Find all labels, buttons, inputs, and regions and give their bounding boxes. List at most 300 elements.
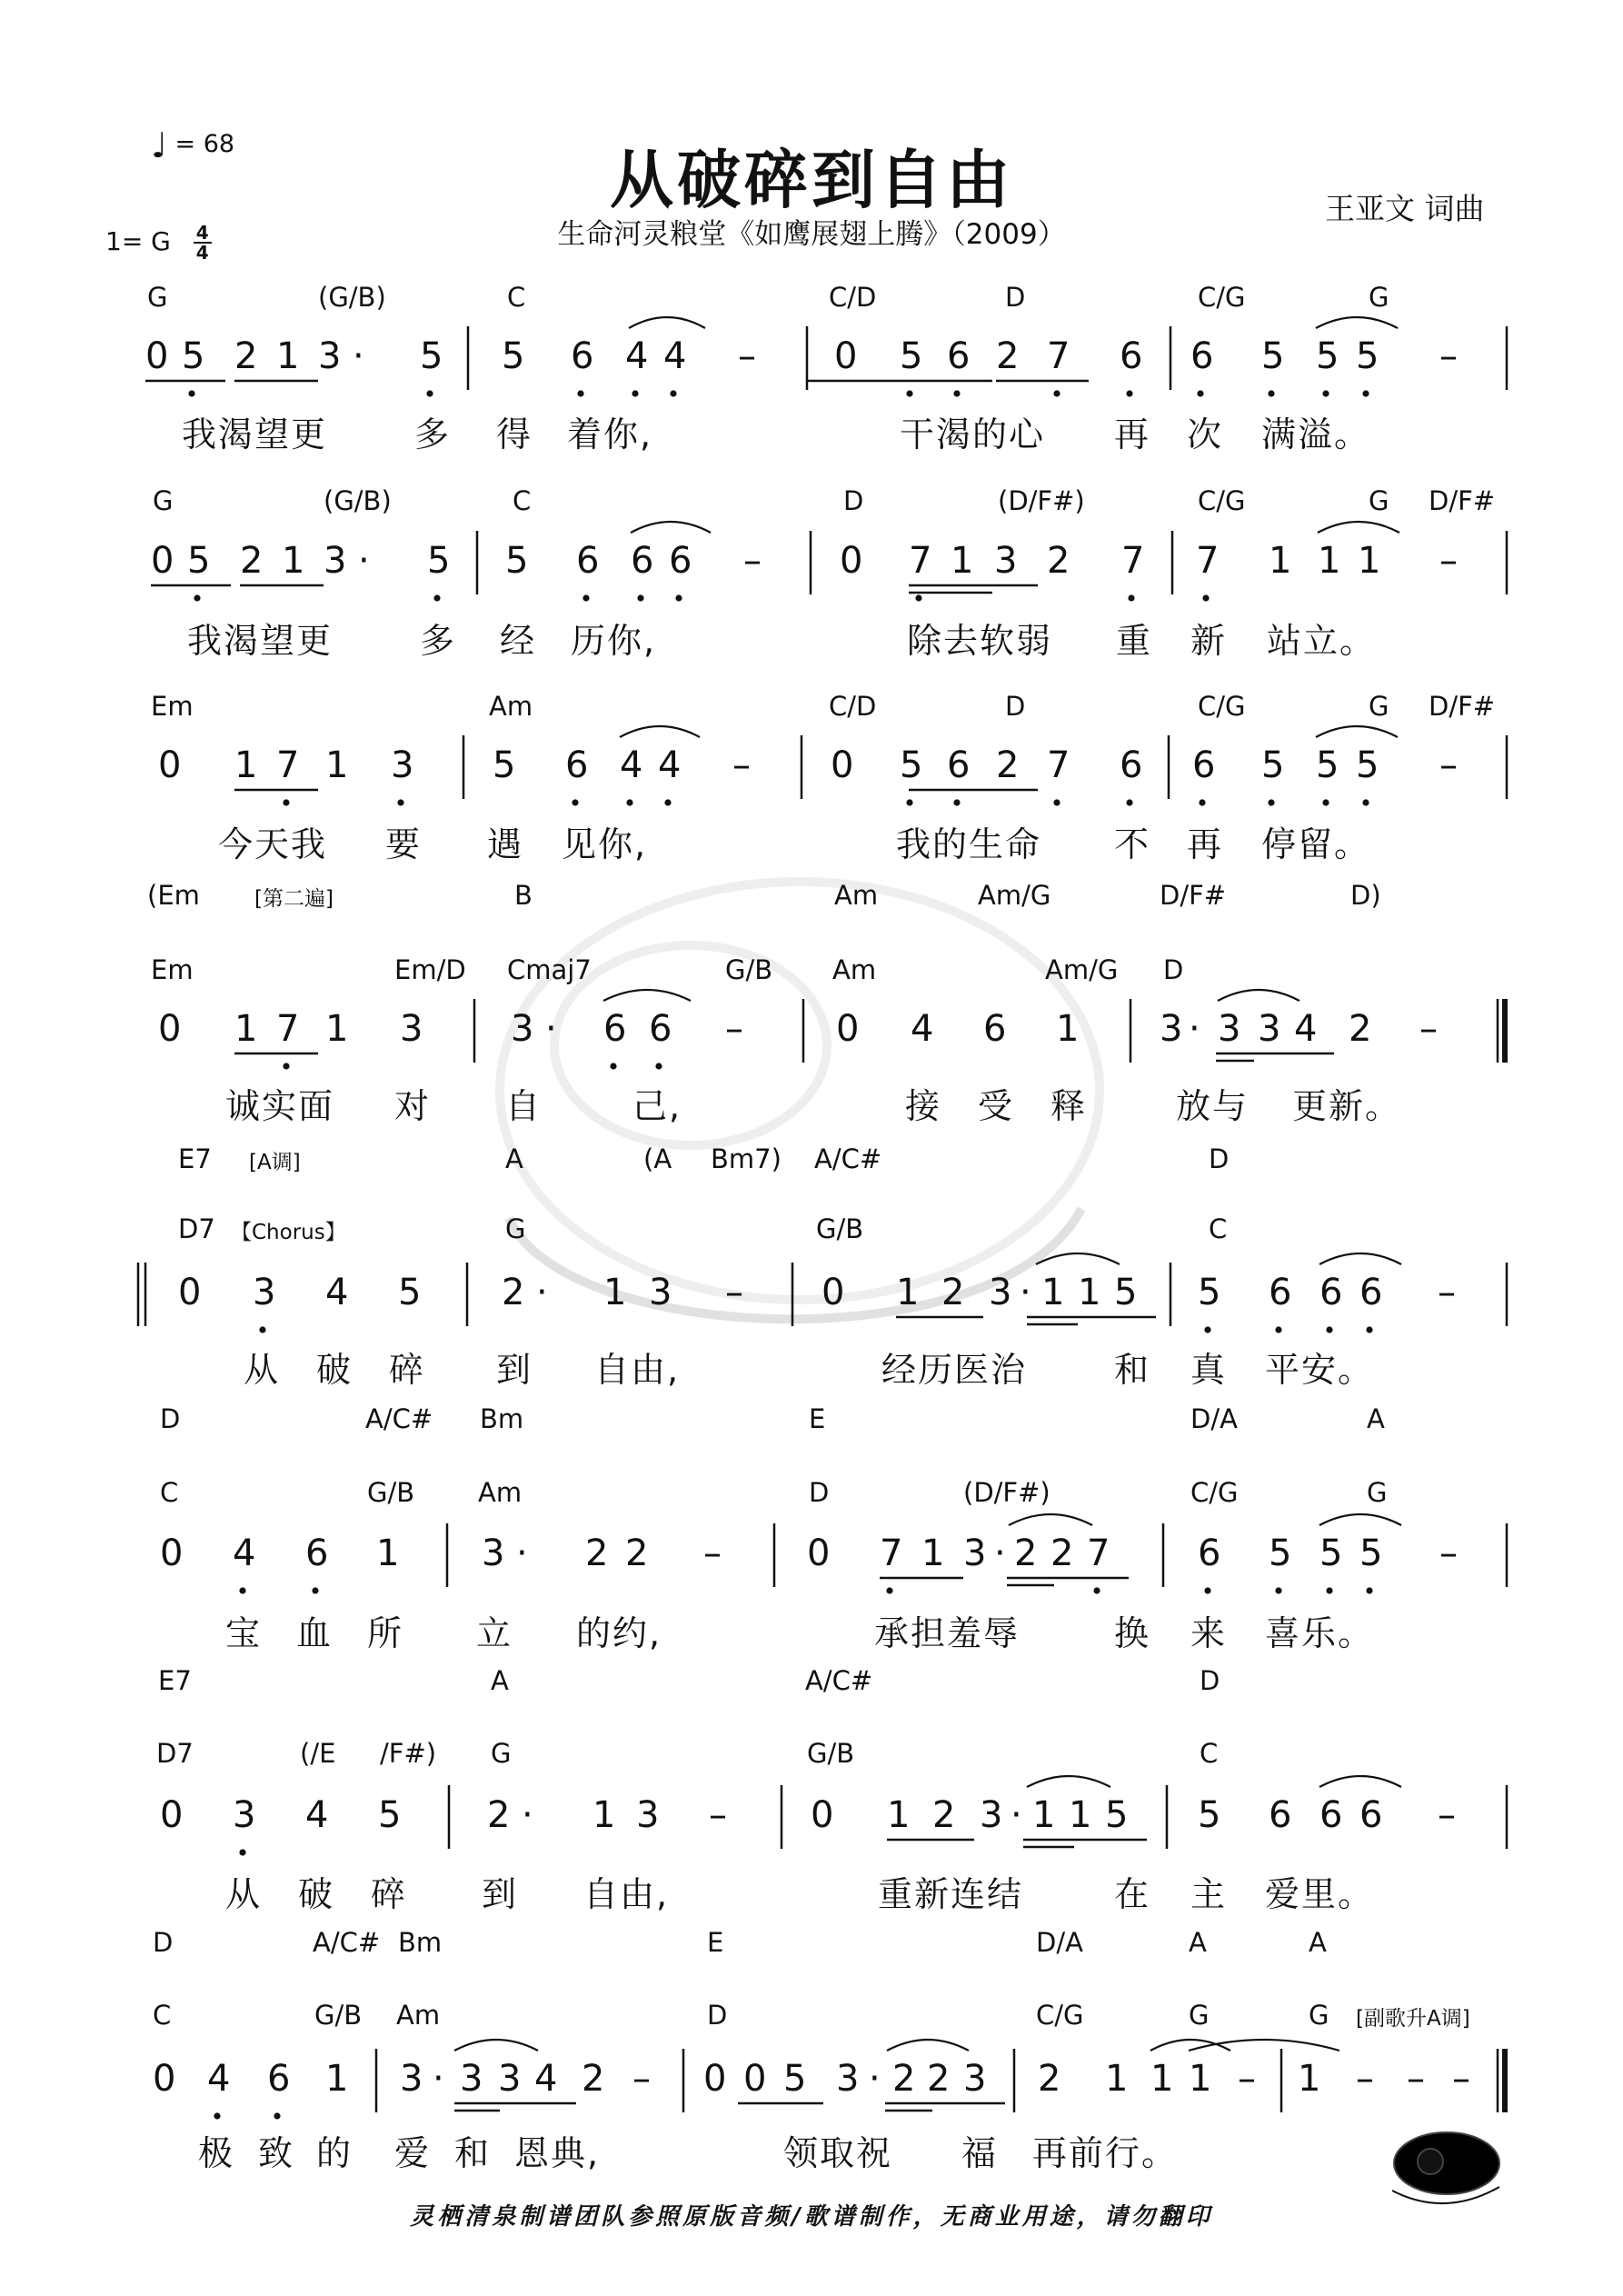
jianpu-note: 0 <box>158 1008 182 1050</box>
lyric-text: 再前行。 <box>1032 2133 1179 2173</box>
chord-symbol: Am/G <box>978 880 1051 911</box>
chord-symbol: D/F# <box>1160 880 1227 911</box>
lyric-text: 自由, <box>594 1350 681 1390</box>
low-octave-dot <box>582 594 589 601</box>
chord-symbol: G <box>147 282 168 313</box>
chord-symbol: G/B <box>725 954 773 985</box>
lyric-text: 血 <box>296 1613 334 1653</box>
lyric-text: 爱里。 <box>1265 1874 1375 1914</box>
jianpu-note: 6 <box>576 540 600 582</box>
lyric-text: 诚实面 <box>225 1086 335 1126</box>
jianpu-note: 6 <box>947 744 971 786</box>
jianpu-note: 1 <box>921 1532 945 1574</box>
jianpu-note: 7 <box>1047 335 1070 377</box>
jianpu-note: 2 <box>941 1272 965 1313</box>
jianpu-note: 2 <box>487 1794 511 1836</box>
jianpu-note: 3 <box>511 1008 534 1050</box>
chord-symbol: A/C# <box>805 1665 873 1696</box>
lyric-text: 破 <box>316 1350 353 1390</box>
chord-symbol: Am/G <box>1045 954 1119 985</box>
chord-symbol: G <box>1369 691 1389 722</box>
jianpu-note: 2 <box>1047 540 1070 582</box>
jianpu-note: 1 <box>325 2058 349 2100</box>
lyric-text: 恩典, <box>514 2133 601 2173</box>
low-octave-dot <box>953 799 960 805</box>
chord-symbol: C <box>513 485 532 516</box>
jianpu-note: 5 <box>1198 1794 1221 1836</box>
jianpu-note: 0 <box>151 540 174 582</box>
jianpu-note: 1 <box>1105 2058 1129 2100</box>
lyric-text: 释 <box>1050 1086 1088 1126</box>
jianpu-note: 1 <box>325 744 349 786</box>
jianpu-note: 1 <box>325 1008 349 1050</box>
jianpu-note: 6 <box>1269 1272 1292 1313</box>
lyric-text: 更新。 <box>1292 1086 1402 1126</box>
chord-symbol: (D/F#) <box>963 1477 1050 1508</box>
jianpu-note: · <box>353 335 364 377</box>
jianpu-note: 1 <box>896 1272 920 1313</box>
low-octave-dot <box>1366 1587 1372 1593</box>
jianpu-note: 3 <box>963 2058 987 2100</box>
chord-symbol: (G/B) <box>324 485 392 516</box>
lyric-text: 的约, <box>576 1613 662 1653</box>
jianpu-note: – <box>703 1532 722 1574</box>
low-octave-dot <box>1199 799 1205 805</box>
low-octave-dot <box>1326 1587 1332 1593</box>
lyric-text: 福 <box>961 2133 999 2173</box>
jianpu-note: 4 <box>325 1272 349 1313</box>
jianpu-note: 6 <box>669 540 692 582</box>
jianpu-note: 6 <box>1198 1532 1221 1574</box>
low-octave-dot <box>626 799 632 805</box>
low-octave-dot <box>194 594 200 601</box>
lyric-text: 的 <box>316 2133 353 2173</box>
jianpu-note: 7 <box>1121 540 1145 582</box>
chord-symbol: C <box>153 2000 172 2031</box>
chord-symbol: (/E <box>300 1738 336 1769</box>
time-signature <box>194 224 212 262</box>
chord-symbol: A <box>491 1665 509 1696</box>
jianpu-note: 5 <box>1319 1532 1343 1574</box>
tie-arc <box>620 726 700 737</box>
low-octave-dot <box>1322 799 1329 805</box>
chord-symbol: C <box>507 282 526 313</box>
jianpu-note: 6 <box>1319 1794 1343 1836</box>
lyric-text: 除去软弱 <box>907 621 1053 661</box>
chord-symbol: Bm <box>480 1403 524 1434</box>
jianpu-note: 5 <box>1198 1272 1221 1313</box>
jianpu-note: – <box>1439 744 1458 786</box>
tie-arc <box>1027 1776 1110 1787</box>
lyric-text: 极 <box>198 2133 235 2173</box>
lyric-text: 遇 <box>487 824 524 864</box>
chord-symbol: G <box>1367 1477 1388 1508</box>
jianpu-note: 3 <box>233 1794 256 1836</box>
jianpu-note: – <box>1238 2058 1256 2100</box>
lyric-text: 我渴望更 <box>187 621 334 661</box>
jianpu-note: 2 <box>625 1532 649 1574</box>
jianpu-note: 1 <box>1318 540 1341 582</box>
jianpu-note: 1 <box>1150 2058 1174 2100</box>
jianpu-note: 1 <box>887 1794 911 1836</box>
chord-symbol: (A <box>643 1143 672 1174</box>
lyric-text: 到 <box>496 1350 533 1390</box>
jianpu-note: 1 <box>1078 1272 1101 1313</box>
lyric-text: 见你, <box>562 824 648 864</box>
low-octave-dot <box>1326 1326 1332 1333</box>
author-credit: 王亚文 词曲 <box>1325 191 1485 226</box>
jianpu-note: 2 <box>1349 1008 1372 1050</box>
lyric-text: 和 <box>454 2133 492 2173</box>
chord-symbol: Am <box>478 1477 523 1508</box>
jianpu-note: 0 <box>178 1272 202 1313</box>
jianpu-note: 6 <box>1269 1794 1292 1836</box>
jianpu-note: – <box>725 1008 743 1050</box>
tie-arc <box>1150 2040 1230 2051</box>
chord-symbol: E7 <box>178 1143 212 1174</box>
jianpu-note: 6 <box>571 335 594 377</box>
chord-symbol: G <box>153 485 174 516</box>
jianpu-note: 1 <box>282 540 305 582</box>
jianpu-note: 2 <box>234 335 258 377</box>
low-octave-dot <box>670 390 676 396</box>
lyric-text: 我渴望更 <box>182 414 328 454</box>
lyric-text: 今天我 <box>218 824 328 864</box>
low-octave-dot <box>655 1063 662 1069</box>
lyric-text: 历你, <box>571 621 657 661</box>
low-octave-dot <box>675 594 682 601</box>
jianpu-note: 3 <box>482 1532 505 1574</box>
jianpu-note: 0 <box>811 1794 834 1836</box>
jianpu-note: 5 <box>783 2058 807 2100</box>
jianpu-note: 3 <box>994 540 1018 582</box>
chord-symbol: G/B <box>816 1213 864 1244</box>
low-octave-dot <box>906 390 912 396</box>
jianpu-note: – <box>1452 2058 1470 2100</box>
jianpu-note: 5 <box>1316 744 1339 786</box>
jianpu-note: 0 <box>831 744 854 786</box>
jianpu-note: – <box>725 1272 743 1313</box>
lyric-text: 碎 <box>371 1874 408 1914</box>
chord-symbol: (G/B) <box>318 282 386 313</box>
low-octave-dot <box>397 799 403 805</box>
jianpu-note: 0 <box>743 2058 767 2100</box>
tie-arc <box>1009 1514 1092 1525</box>
jianpu-note: – <box>1439 540 1458 582</box>
jianpu-note: 6 <box>1359 1794 1383 1836</box>
jianpu-note: 4 <box>1294 1008 1318 1050</box>
jianpu-note: 2 <box>892 2058 916 2100</box>
low-octave-dot <box>1204 1326 1210 1333</box>
jianpu-note: – <box>1356 2058 1374 2100</box>
lyric-text: 立 <box>476 1613 513 1653</box>
jianpu-note: · <box>545 1008 557 1050</box>
chord-symbol: G/B <box>807 1738 855 1769</box>
lyric-text: 重新连结 <box>878 1874 1024 1914</box>
chord-symbol: (D/F#) <box>998 485 1085 516</box>
time-signature-top: 4 <box>194 224 212 244</box>
low-octave-dot <box>1128 594 1134 601</box>
jianpu-note: · <box>522 1794 533 1836</box>
jianpu-note: 2 <box>502 1272 525 1313</box>
chord-symbol: G <box>1369 485 1389 516</box>
lyric-text: 经历医治 <box>881 1350 1028 1390</box>
jianpu-note: 3 <box>324 540 347 582</box>
jianpu-note: 4 <box>534 2058 558 2100</box>
jianpu-note: 1 <box>276 335 300 377</box>
chord-symbol: E7 <box>158 1665 192 1696</box>
jianpu-note: · <box>869 2058 881 2100</box>
low-octave-dot <box>1362 390 1369 396</box>
low-octave-dot <box>610 1063 616 1069</box>
tie-arc <box>1218 990 1299 1001</box>
jianpu-note: 5 <box>1105 1794 1129 1836</box>
low-octave-dot <box>632 390 638 396</box>
jianpu-note: 5 <box>1114 1272 1138 1313</box>
jianpu-note: 4 <box>625 335 649 377</box>
lyric-text: 新 <box>1190 621 1228 661</box>
jianpu-note: 0 <box>821 1272 845 1313</box>
jianpu-note: – <box>743 540 762 582</box>
chord-symbol: D <box>1200 1665 1220 1696</box>
chord-symbol: Em <box>151 954 194 985</box>
tie-arc <box>1319 1253 1401 1264</box>
chord-symbol: Em/D <box>394 954 466 985</box>
lyric-text: 真 <box>1190 1350 1228 1390</box>
low-octave-dot <box>1204 1587 1210 1593</box>
low-octave-dot <box>1093 1587 1100 1593</box>
lyric-text: 平安。 <box>1265 1350 1375 1390</box>
chord-symbol: Am <box>832 954 877 985</box>
lyric-text: 己, <box>632 1086 682 1126</box>
song-title: 从破碎到自由 <box>610 143 1013 217</box>
lyric-text: 不 <box>1114 824 1151 864</box>
section-tag: [第二遍] <box>254 887 334 911</box>
jianpu-note: 2 <box>996 335 1020 377</box>
tie-arc <box>1316 317 1398 328</box>
logo-stamp <box>1392 2132 1499 2203</box>
chord-symbol: C <box>1209 1213 1228 1244</box>
lyric-text: 要 <box>385 824 423 864</box>
jianpu-note: 1 <box>592 1794 616 1836</box>
lyric-text: 致 <box>258 2133 295 2173</box>
jianpu-note: · <box>433 2058 444 2100</box>
low-octave-dot <box>283 1063 289 1069</box>
jianpu-note: 3 <box>391 744 414 786</box>
chord-symbol: C/G <box>1198 485 1246 516</box>
lyric-text: 得 <box>496 414 533 454</box>
chord-symbol: G <box>491 1738 512 1769</box>
low-octave-dot <box>1275 1326 1281 1333</box>
low-octave-dot <box>188 390 194 396</box>
lyric-text: 领取祝 <box>783 2133 893 2173</box>
key-value: 1= G <box>105 226 171 256</box>
lyric-text: 对 <box>394 1086 432 1126</box>
jianpu-note: 5 <box>1261 744 1285 786</box>
low-octave-dot <box>214 2112 220 2119</box>
jianpu-note: 3 <box>980 1794 1003 1836</box>
jianpu-note: · <box>1011 1794 1022 1836</box>
chord-symbol: G <box>505 1213 526 1244</box>
jianpu-note: 4 <box>620 744 643 786</box>
jianpu-note: 3 <box>1218 1008 1241 1050</box>
jianpu-note: 3 <box>1160 1008 1183 1050</box>
jianpu-note: 0 <box>153 2058 176 2100</box>
low-octave-dot <box>1362 799 1369 805</box>
lyric-text: 次 <box>1187 414 1224 454</box>
jianpu-note: 3 <box>963 1532 987 1574</box>
jianpu-note: 3 <box>318 335 342 377</box>
jianpu-note: 6 <box>947 335 971 377</box>
jianpu-note: 3 <box>253 1272 276 1313</box>
jianpu-note: 2 <box>1014 1532 1038 1574</box>
tie-arc <box>629 317 705 328</box>
jianpu-note: – <box>1419 1008 1438 1050</box>
chord-symbol: Bm7) <box>711 1143 782 1174</box>
jianpu-note: 5 <box>505 540 529 582</box>
jianpu-note: – <box>1439 335 1458 377</box>
chord-symbol: Am <box>489 691 533 722</box>
jianpu-note: 1 <box>1069 1794 1092 1836</box>
jianpu-note: – <box>709 1794 727 1836</box>
quarter-note-icon: ♩ <box>151 125 167 165</box>
jianpu-note: 1 <box>1269 540 1292 582</box>
jianpu-note: – <box>1438 1272 1456 1313</box>
low-octave-dot <box>1053 799 1060 805</box>
jianpu-note: 1 <box>1032 1794 1056 1836</box>
jianpu-note: · <box>994 1532 1006 1574</box>
jianpu-note: 1 <box>603 1272 627 1313</box>
jianpu-note: 6 <box>603 1008 627 1050</box>
jianpu-note: – <box>738 335 756 377</box>
jianpu-note: 1 <box>1298 2058 1321 2100</box>
lyric-text: 受 <box>978 1086 1015 1126</box>
chord-symbol: D <box>160 1403 181 1434</box>
low-octave-dot <box>1202 594 1209 601</box>
jianpu-note: 5 <box>427 540 451 582</box>
lyric-text: 爱 <box>394 2133 432 2173</box>
lyric-text: 破 <box>298 1874 335 1914</box>
lyric-text: 满溢。 <box>1261 414 1371 454</box>
jianpu-note: 2 <box>1038 2058 1061 2100</box>
chord-symbol: Am <box>834 880 879 911</box>
jianpu-note: 6 <box>1359 1272 1383 1313</box>
low-octave-dot <box>1126 799 1132 805</box>
chord-symbol: A <box>1309 1927 1327 1958</box>
jianpu-note: 5 <box>182 335 205 377</box>
tempo-value: = 68 <box>174 130 235 158</box>
jianpu-note: 0 <box>834 335 858 377</box>
jianpu-note: 3 <box>649 1272 672 1313</box>
lyric-text: 所 <box>367 1613 404 1653</box>
jianpu-note: 2 <box>932 1794 956 1836</box>
jianpu-note: 4 <box>658 744 682 786</box>
lyric-text: 停留。 <box>1261 824 1371 864</box>
chord-symbol: A/C# <box>814 1143 882 1174</box>
jianpu-note: 1 <box>1189 2058 1212 2100</box>
jianpu-note: 5 <box>900 335 923 377</box>
jianpu-note: 3 <box>1258 1008 1281 1050</box>
low-octave-dot <box>572 799 578 805</box>
low-octave-dot <box>312 1587 318 1593</box>
jianpu-note: 5 <box>378 1794 402 1836</box>
jianpu-note: · <box>536 1272 548 1313</box>
lyric-text: 多 <box>420 621 457 661</box>
lyric-text: 站立。 <box>1267 621 1377 661</box>
lyric-text: 宝 <box>225 1613 263 1653</box>
jianpu-note: 2 <box>585 1532 609 1574</box>
chord-symbol: D <box>809 1477 830 1508</box>
low-octave-dot <box>915 594 921 601</box>
low-octave-dot <box>664 799 671 805</box>
footer-note: 灵栖清泉制谱团队参照原版音频/歌谱制作，无商业用途，请勿翻印 <box>410 2203 1213 2231</box>
jianpu-note: – <box>1439 1532 1458 1574</box>
chord-symbol: Em <box>151 691 194 722</box>
tie-arc <box>603 990 691 1001</box>
lyric-text: 承担羞辱 <box>874 1613 1021 1653</box>
jianpu-note: 5 <box>187 540 211 582</box>
chord-symbol: C/G <box>1036 2000 1084 2031</box>
jianpu-note: 5 <box>900 744 923 786</box>
jianpu-note: 6 <box>1192 744 1216 786</box>
section-tag: [副歌升A调] <box>1356 2007 1470 2031</box>
jianpu-note: 7 <box>1047 744 1070 786</box>
chord-symbol: E <box>707 1927 724 1958</box>
jianpu-note: 7 <box>880 1532 903 1574</box>
chord-symbol: B <box>514 880 533 911</box>
chord-symbol: D) <box>1350 880 1381 911</box>
tie-arc <box>454 2040 538 2051</box>
chord-symbol: C <box>160 1477 179 1508</box>
chord-symbol: D/A <box>1036 1927 1083 1958</box>
jianpu-note: 2 <box>582 2058 605 2100</box>
jianpu-note: · <box>358 540 370 582</box>
chord-symbol: Cmaj7 <box>507 954 592 985</box>
low-octave-dot <box>1268 390 1274 396</box>
jianpu-note: 6 <box>649 1008 672 1050</box>
jianpu-note: 1 <box>234 744 258 786</box>
lyric-text: 在 <box>1114 1874 1151 1914</box>
chord-symbol: D <box>707 2000 728 2031</box>
lyric-text: 自 <box>505 1086 543 1126</box>
jianpu-note: 1 <box>234 1008 258 1050</box>
low-octave-dot <box>906 799 912 805</box>
low-octave-dot <box>577 390 583 396</box>
lyric-text: 自由, <box>583 1874 670 1914</box>
jianpu-note: 6 <box>1120 335 1143 377</box>
chord-symbol: A <box>1189 1927 1207 1958</box>
jianpu-note: 3 <box>836 2058 860 2100</box>
jianpu-note: 1 <box>1056 1008 1080 1050</box>
chord-symbol: A/C# <box>365 1403 433 1434</box>
chord-symbol: Am <box>396 2000 441 2031</box>
jianpu-note: 0 <box>158 744 182 786</box>
low-octave-dot <box>239 1587 245 1593</box>
jianpu-note: 5 <box>1356 744 1379 786</box>
jianpu-note: · <box>1189 1008 1200 1050</box>
low-octave-dot <box>1366 1326 1372 1333</box>
low-octave-dot <box>433 594 440 601</box>
lyric-text: 碎 <box>389 1350 426 1390</box>
jianpu-note: – <box>732 744 751 786</box>
chord-symbol: C/G <box>1198 282 1246 313</box>
tie-arc <box>1319 1776 1401 1787</box>
jianpu-note: 1 <box>376 1532 400 1574</box>
jianpu-note: · <box>516 1532 528 1574</box>
lyric-text: 多 <box>414 414 452 454</box>
jianpu-note: 4 <box>911 1008 934 1050</box>
jianpu-note: 0 <box>836 1008 860 1050</box>
